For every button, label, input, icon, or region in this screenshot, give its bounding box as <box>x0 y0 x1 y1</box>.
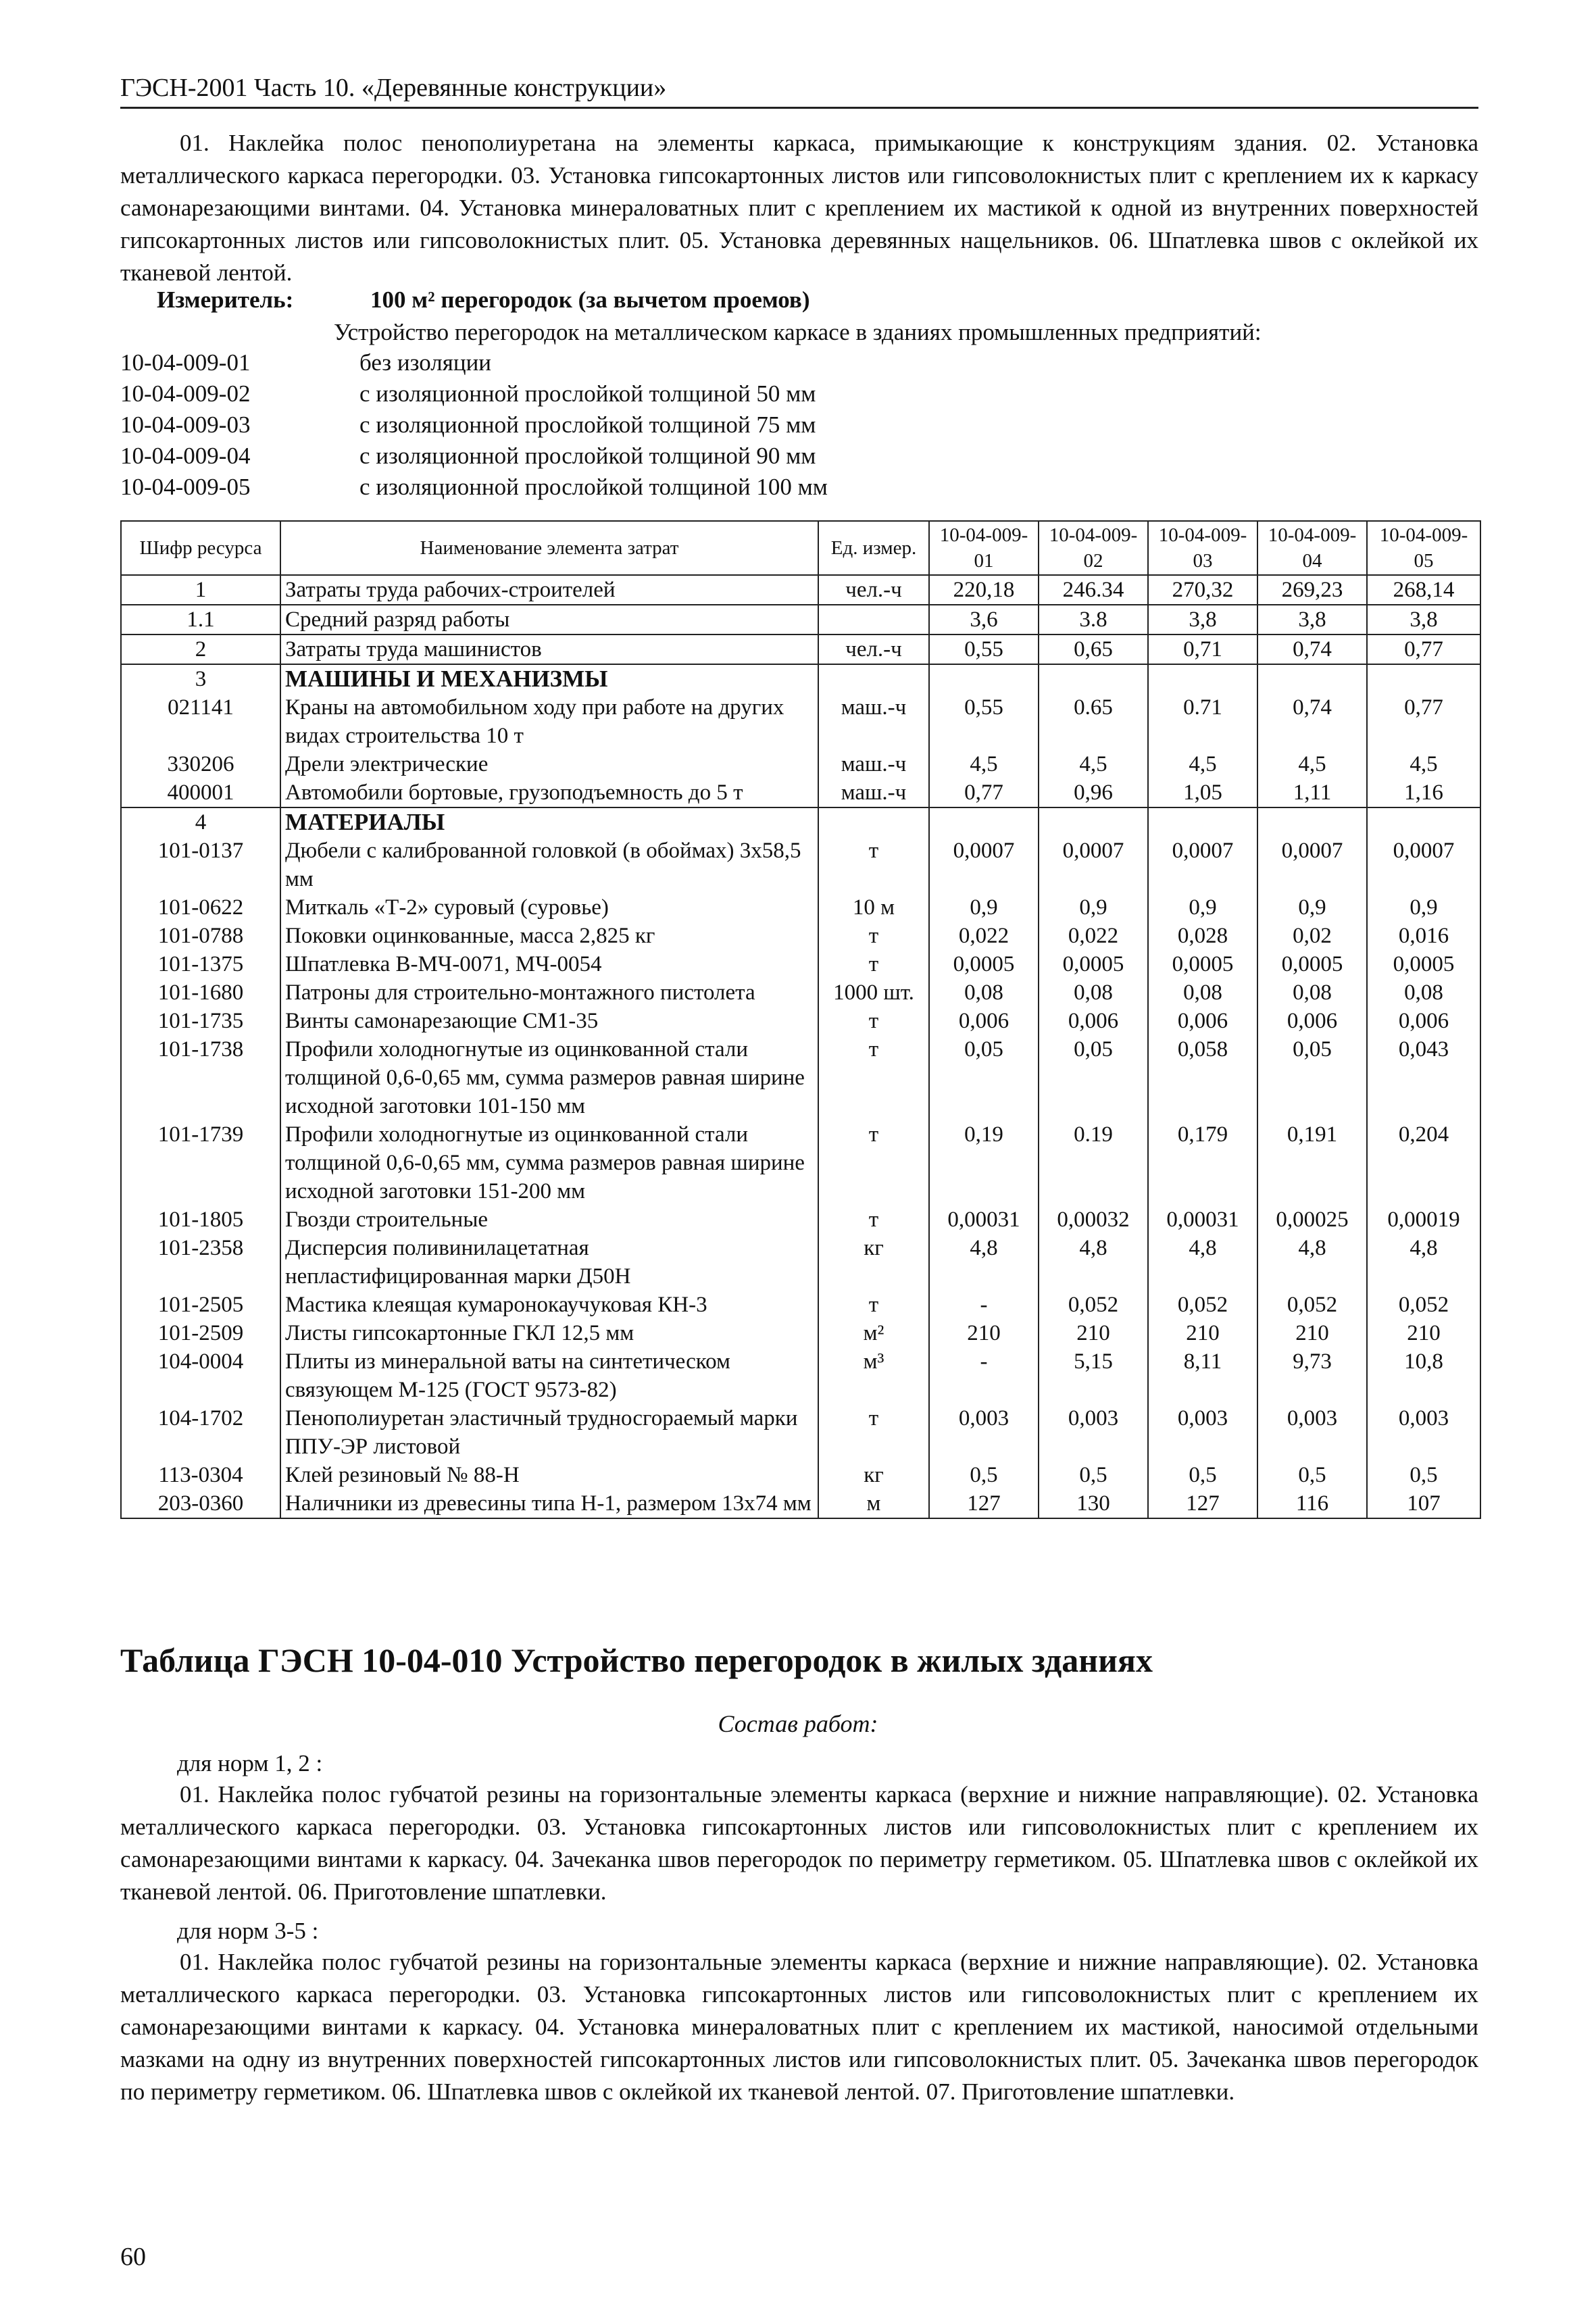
cell-norm-1: 127 <box>929 1489 1039 1518</box>
cell-norm-3: 0.71 <box>1148 693 1257 750</box>
cell-norm-5: 3,8 <box>1367 605 1480 634</box>
cell-norm-4: 0,003 <box>1257 1404 1367 1461</box>
cell-norm-4: 4,5 <box>1257 750 1367 778</box>
cell-norm-5 <box>1367 664 1480 693</box>
cell-norm-1: 0,55 <box>929 634 1039 664</box>
cell-code: 101-0622 <box>121 893 280 922</box>
cell-norm-2: 0,0005 <box>1039 950 1148 978</box>
cell-norm-1: 0,00031 <box>929 1205 1039 1234</box>
table-header-row <box>121 521 1480 575</box>
cell-norm-4: 0,0005 <box>1257 950 1367 978</box>
cell-code: 3 <box>121 664 280 693</box>
cell-norm-2: 0.65 <box>1039 693 1148 750</box>
cell-code: 101-0788 <box>121 922 280 950</box>
cell-norm-4 <box>1257 664 1367 693</box>
cell-norm-4: 0,006 <box>1257 1007 1367 1035</box>
table-row <box>121 1007 1480 1035</box>
cell-norm-3: 0,0007 <box>1148 837 1257 893</box>
cell-norm-4: 1,11 <box>1257 778 1367 807</box>
cell-norm-4: 0,9 <box>1257 893 1367 922</box>
cell-norm-4: 0,00025 <box>1257 1205 1367 1234</box>
table-row <box>121 1205 1480 1234</box>
cell-unit: м² <box>818 1319 929 1347</box>
cell-norm-4: 0,5 <box>1257 1461 1367 1489</box>
table-row <box>121 807 1480 837</box>
cell-code: 101-2358 <box>121 1234 280 1291</box>
cell-norm-1: 0,08 <box>929 978 1039 1007</box>
cell-norm-4 <box>1257 807 1367 837</box>
header-norm-2: 10-04-009-02 <box>1039 521 1148 575</box>
cell-norm-2: 130 <box>1039 1489 1148 1518</box>
norm-description: с изоляционной прослойкой толщиной 50 мм <box>359 380 816 407</box>
table-row <box>121 605 1480 634</box>
norm-code: 10-04-009-02 <box>120 380 251 407</box>
cell-norm-3: 0,058 <box>1148 1035 1257 1120</box>
cell-name: МАТЕРИАЛЫ <box>280 807 818 837</box>
table-row <box>121 978 1480 1007</box>
cell-unit: чел.-ч <box>818 634 929 664</box>
table-row <box>121 750 1480 778</box>
cell-norm-5: 0,08 <box>1367 978 1480 1007</box>
table-row <box>121 1489 1480 1518</box>
cell-norm-2: 4,5 <box>1039 750 1148 778</box>
cell-code: 203-0360 <box>121 1489 280 1518</box>
header-unit: Ед. измер. <box>818 521 929 575</box>
cell-norm-5: 0,5 <box>1367 1461 1480 1489</box>
cell-name: Краны на автомобильном ходу при работе на других видах строительства 10 т <box>280 693 818 750</box>
cell-norm-3: 8,11 <box>1148 1347 1257 1404</box>
cell-norm-2: 210 <box>1039 1319 1148 1347</box>
cell-norm-2: 0,003 <box>1039 1404 1148 1461</box>
cell-unit: т <box>818 1120 929 1205</box>
cell-norm-4: 116 <box>1257 1489 1367 1518</box>
norms-3-5-label: для норм 3-5 : <box>177 1918 319 1944</box>
norms-1-2-label: для норм 1, 2 : <box>177 1750 323 1776</box>
cell-name: Дюбели с калиброванной головкой (в обоймах) 3x58,5 мм <box>280 837 818 893</box>
cell-norm-3: 4,5 <box>1148 750 1257 778</box>
cell-unit: маш.-ч <box>818 778 929 807</box>
cell-code: 113-0304 <box>121 1461 280 1489</box>
table-row <box>121 1319 1480 1347</box>
cell-norm-1: 210 <box>929 1319 1039 1347</box>
cell-norm-5: 0,003 <box>1367 1404 1480 1461</box>
cell-norm-5 <box>1367 807 1480 837</box>
cell-name: МАШИНЫ И МЕХАНИЗМЫ <box>280 664 818 693</box>
cell-norm-3: 0,5 <box>1148 1461 1257 1489</box>
cell-name: Патроны для строительно-монтажного пистолета <box>280 978 818 1007</box>
cell-unit: т <box>818 950 929 978</box>
table-caption: Устройство перегородок на металлическом каркасе в зданиях промышленных предприятий: <box>334 319 1262 345</box>
cell-norm-1: 4,5 <box>929 750 1039 778</box>
norms-1-2-text: 01. Наклейка полос губчатой резины на горизонтальные элементы каркаса (верхние и нижние направляющие). 02. Установка металлического каркаса перегородки. 03. Установка гипсокартонных листов или гипсоволокнистых плит с креплением их самонарезающими винтами к каркасу. 04. Зачеканка швов перегородок по периметру герметиком. 05. Шпатлевка швов с оклейкой их тканевой лентой. 06. Приготовление шпатлевки. <box>120 1781 1478 1905</box>
cell-norm-3: 0,003 <box>1148 1404 1257 1461</box>
cell-norm-2: 0.19 <box>1039 1120 1148 1205</box>
cell-norm-5: 0,052 <box>1367 1291 1480 1319</box>
cell-norm-2 <box>1039 664 1148 693</box>
cell-norm-3: 0,028 <box>1148 922 1257 950</box>
cell-code: 101-1738 <box>121 1035 280 1120</box>
cell-norm-1: 0,5 <box>929 1461 1039 1489</box>
cell-norm-3: 0,9 <box>1148 893 1257 922</box>
cell-norm-2: 5,15 <box>1039 1347 1148 1404</box>
cell-code: 104-1702 <box>121 1404 280 1461</box>
cell-name: Миткаль «Т-2» суровый (суровье) <box>280 893 818 922</box>
cell-norm-3: 0,006 <box>1148 1007 1257 1035</box>
cell-norm-2: 246.34 <box>1039 575 1148 605</box>
cell-norm-4: 0,74 <box>1257 693 1367 750</box>
cell-norm-5: 0,006 <box>1367 1007 1480 1035</box>
cell-unit: м³ <box>818 1347 929 1404</box>
cell-norm-2: 0,022 <box>1039 922 1148 950</box>
cell-code: 021141 <box>121 693 280 750</box>
cell-code: 330206 <box>121 750 280 778</box>
cell-norm-5: 0,77 <box>1367 634 1480 664</box>
header-code: Шифр ресурса <box>121 521 280 575</box>
table-row <box>121 1035 1480 1120</box>
cell-name: Винты самонарезающие СМ1-35 <box>280 1007 818 1035</box>
table-row <box>121 575 1480 605</box>
table-010-title: Таблица ГЭСН 10-04-010 Устройство перегородок в жилых зданиях <box>120 1641 1153 1679</box>
cell-norm-1: 0,006 <box>929 1007 1039 1035</box>
cell-norm-2: 0,5 <box>1039 1461 1148 1489</box>
cell-norm-2: 0,0007 <box>1039 837 1148 893</box>
cell-norm-1: 0,0007 <box>929 837 1039 893</box>
cell-norm-5: 0,0005 <box>1367 950 1480 978</box>
cell-norm-4: 0,02 <box>1257 922 1367 950</box>
cell-name: Клей резиновый № 88-Н <box>280 1461 818 1489</box>
cell-norm-3: 1,05 <box>1148 778 1257 807</box>
cell-name: Дисперсия поливинилацетатная непластифицированная марки Д50Н <box>280 1234 818 1291</box>
header-rule <box>120 107 1478 109</box>
cell-code: 104-0004 <box>121 1347 280 1404</box>
cell-unit: маш.-ч <box>818 693 929 750</box>
cell-unit: маш.-ч <box>818 750 929 778</box>
cell-unit <box>818 807 929 837</box>
cell-norm-1: 3,6 <box>929 605 1039 634</box>
header-norm-5: 10-04-009-05 <box>1367 521 1480 575</box>
table-row <box>121 778 1480 807</box>
cell-norm-4: 0,05 <box>1257 1035 1367 1120</box>
cell-norm-2: 0,96 <box>1039 778 1148 807</box>
cell-code: 1 <box>121 575 280 605</box>
cell-norm-5: 0,9 <box>1367 893 1480 922</box>
cell-unit: т <box>818 1291 929 1319</box>
cell-code: 2 <box>121 634 280 664</box>
cell-norm-1: 0,003 <box>929 1404 1039 1461</box>
norm-code: 10-04-009-05 <box>120 474 251 500</box>
cell-name: Шпатлевка В-МЧ-0071, МЧ-0054 <box>280 950 818 978</box>
table-row <box>121 1120 1480 1205</box>
norm-description: с изоляционной прослойкой толщиной 90 мм <box>359 443 816 469</box>
cell-code: 4 <box>121 807 280 837</box>
work-composition-heading: Состав работ: <box>718 1710 878 1737</box>
cell-name: Плиты из минеральной ваты на синтетическом связующем М-125 (ГОСТ 9573-82) <box>280 1347 818 1404</box>
cell-name: Пенополиуретан эластичный трудносгораемый марки ППУ-ЭР листовой <box>280 1404 818 1461</box>
table-row <box>121 950 1480 978</box>
cell-norm-1: - <box>929 1347 1039 1404</box>
cell-name: Мастика клеящая кумаронокаучуковая КН-3 <box>280 1291 818 1319</box>
table-row <box>121 693 1480 750</box>
cell-norm-4: 3,8 <box>1257 605 1367 634</box>
table-row <box>121 893 1480 922</box>
table-row <box>121 1347 1480 1404</box>
cell-norm-5: 0,00019 <box>1367 1205 1480 1234</box>
cell-norm-1: 220,18 <box>929 575 1039 605</box>
cell-norm-1: 0,19 <box>929 1120 1039 1205</box>
running-header: ГЭСН-2001 Часть 10. «Деревянные конструкции» <box>120 74 667 102</box>
cell-norm-4: 9,73 <box>1257 1347 1367 1404</box>
cell-name: Профили холодногнутые из оцинкованной стали толщиной 0,6-0,65 мм, сумма размеров равная ширине исходной заготовки 151-200 мм <box>280 1120 818 1205</box>
cell-code: 101-1805 <box>121 1205 280 1234</box>
cell-norm-2: 0,65 <box>1039 634 1148 664</box>
resource-table <box>120 520 1481 1519</box>
norm-code: 10-04-009-04 <box>120 443 251 469</box>
cell-norm-3: 0,0005 <box>1148 950 1257 978</box>
cell-norm-4: 210 <box>1257 1319 1367 1347</box>
cell-norm-1: 0,0005 <box>929 950 1039 978</box>
cell-name: Наличники из древесины типа Н-1, размером 13x74 мм <box>280 1489 818 1518</box>
cell-norm-5: 0,043 <box>1367 1035 1480 1120</box>
cell-norm-3: 210 <box>1148 1319 1257 1347</box>
table-row <box>121 1234 1480 1291</box>
cell-norm-1 <box>929 807 1039 837</box>
cell-norm-1: 0,55 <box>929 693 1039 750</box>
cell-norm-2: 0,08 <box>1039 978 1148 1007</box>
cell-unit <box>818 605 929 634</box>
cell-unit: м <box>818 1489 929 1518</box>
cell-norm-4: 269,23 <box>1257 575 1367 605</box>
cell-norm-3: 270,32 <box>1148 575 1257 605</box>
cell-norm-5: 210 <box>1367 1319 1480 1347</box>
cell-norm-1: 0,022 <box>929 922 1039 950</box>
cell-norm-3: 0,052 <box>1148 1291 1257 1319</box>
cell-norm-3 <box>1148 807 1257 837</box>
cell-unit: т <box>818 1205 929 1234</box>
cell-norm-3: 4,8 <box>1148 1234 1257 1291</box>
cell-unit: 10 м <box>818 893 929 922</box>
cell-unit: 1000 шт. <box>818 978 929 1007</box>
cell-norm-3: 0,179 <box>1148 1120 1257 1205</box>
cell-unit: чел.-ч <box>818 575 929 605</box>
table-row <box>121 922 1480 950</box>
cell-unit: т <box>818 922 929 950</box>
cell-norm-2: 4,8 <box>1039 1234 1148 1291</box>
cell-unit: т <box>818 1404 929 1461</box>
cell-norm-5: 4,8 <box>1367 1234 1480 1291</box>
header-name: Наименование элемента затрат <box>280 521 818 575</box>
table-row <box>121 1461 1480 1489</box>
cell-norm-5: 10,8 <box>1367 1347 1480 1404</box>
norm-description: с изоляционной прослойкой толщиной 100 мм <box>359 474 828 500</box>
cell-norm-4: 0,052 <box>1257 1291 1367 1319</box>
cell-name: Затраты труда рабочих-строителей <box>280 575 818 605</box>
cell-norm-4: 4,8 <box>1257 1234 1367 1291</box>
cell-norm-5: 107 <box>1367 1489 1480 1518</box>
page-number: 60 <box>120 2243 146 2271</box>
cell-norm-5: 268,14 <box>1367 575 1480 605</box>
cell-norm-1 <box>929 664 1039 693</box>
cell-norm-4: 0,08 <box>1257 978 1367 1007</box>
cell-code: 1.1 <box>121 605 280 634</box>
cell-norm-3: 3,8 <box>1148 605 1257 634</box>
cell-name: Поковки оцинкованные, масса 2,825 кг <box>280 922 818 950</box>
cell-name: Листы гипсокартонные ГКЛ 12,5 мм <box>280 1319 818 1347</box>
cell-name: Средний разряд работы <box>280 605 818 634</box>
cell-code: 101-1680 <box>121 978 280 1007</box>
header-norm-3: 10-04-009-03 <box>1148 521 1257 575</box>
cell-name: Автомобили бортовые, грузоподъемность до 5 т <box>280 778 818 807</box>
cell-norm-4: 0,191 <box>1257 1120 1367 1205</box>
cell-norm-4: 0,0007 <box>1257 837 1367 893</box>
cell-norm-1: 0,77 <box>929 778 1039 807</box>
table-body <box>121 575 1480 1518</box>
norm-code: 10-04-009-03 <box>120 412 251 438</box>
cell-unit: кг <box>818 1461 929 1489</box>
cell-norm-1: - <box>929 1291 1039 1319</box>
cell-name: Дрели электрические <box>280 750 818 778</box>
cell-norm-2: 0,052 <box>1039 1291 1148 1319</box>
cell-norm-3: 0,71 <box>1148 634 1257 664</box>
header-norm-4: 10-04-009-04 <box>1257 521 1367 575</box>
norm-description: без изоляции <box>359 349 492 376</box>
table-row <box>121 664 1480 693</box>
cell-norm-2: 0,00032 <box>1039 1205 1148 1234</box>
cell-norm-4: 0,74 <box>1257 634 1367 664</box>
table-row <box>121 837 1480 893</box>
cell-norm-2: 0,9 <box>1039 893 1148 922</box>
measure-value: 100 м² перегородок (за вычетом проемов) <box>370 287 810 313</box>
cell-norm-2: 3.8 <box>1039 605 1148 634</box>
cell-norm-5: 0,77 <box>1367 693 1480 750</box>
cell-name: Гвозди строительные <box>280 1205 818 1234</box>
cell-code: 101-2509 <box>121 1319 280 1347</box>
work-composition-text: 01. Наклейка полос пенополиуретана на элементы каркаса, примыкающие к конструкциям здания. 02. Установка металлического каркаса перегородки. 03. Установка гипсокартонных листов или гипсоволокнистых плит с креплением их к каркасу самонарезающими винтами. 04. Установка минераловатных плит с креплением их мастикой к одной из внутренних поверхностей гипсокартонных листов или гипсоволокнистых плит. 05. Установка деревянных нащельников. 06. Шпатлевка швов с оклейкой их тканевой лентой. <box>120 130 1478 286</box>
cell-norm-1: 4,8 <box>929 1234 1039 1291</box>
cell-norm-3: 0,00031 <box>1148 1205 1257 1234</box>
cell-norm-5: 1,16 <box>1367 778 1480 807</box>
cell-code: 101-1739 <box>121 1120 280 1205</box>
cell-norm-2: 0,006 <box>1039 1007 1148 1035</box>
cell-norm-5: 4,5 <box>1367 750 1480 778</box>
cell-norm-1: 0,9 <box>929 893 1039 922</box>
cell-norm-2: 0,05 <box>1039 1035 1148 1120</box>
cell-code: 101-1375 <box>121 950 280 978</box>
cell-norm-3: 127 <box>1148 1489 1257 1518</box>
cell-unit: т <box>818 837 929 893</box>
cell-unit: кг <box>818 1234 929 1291</box>
norms-3-5-text: 01. Наклейка полос губчатой резины на горизонтальные элементы каркаса (верхние и нижние направляющие). 02. Установка металлического каркаса перегородки. 03. Установка гипсокартонных листов или гипсоволокнистых плит с креплением их самонарезающими винтами к каркасу. 04. Установка минераловатных плит с креплением их мастикой, наносимой отдельными мазками на одну из внутренних поверхностей гипсокартонных листов или гипсоволокнистых плит. 05. Зачеканка швов перегородок по периметру герметиком. 06. Шпатлевка швов с оклейкой их тканевой лентой. 07. Приготовление шпатлевки. <box>120 1949 1478 2105</box>
cell-code: 400001 <box>121 778 280 807</box>
table-row <box>121 1404 1480 1461</box>
norm-description: с изоляционной прослойкой толщиной 75 мм <box>359 412 816 438</box>
cell-unit: т <box>818 1007 929 1035</box>
cell-norm-3: 0,08 <box>1148 978 1257 1007</box>
table-row <box>121 634 1480 664</box>
cell-unit <box>818 664 929 693</box>
cell-norm-3 <box>1148 664 1257 693</box>
measure-label: Измеритель: <box>157 287 294 313</box>
cell-name: Затраты труда машинистов <box>280 634 818 664</box>
cell-norm-5: 0,0007 <box>1367 837 1480 893</box>
cell-norm-5: 0,016 <box>1367 922 1480 950</box>
cell-name: Профили холодногнутые из оцинкованной стали толщиной 0,6-0,65 мм, сумма размеров равная ширине исходной заготовки 101-150 мм <box>280 1035 818 1120</box>
cell-unit: т <box>818 1035 929 1120</box>
norm-code: 10-04-009-01 <box>120 349 251 376</box>
cell-code: 101-2505 <box>121 1291 280 1319</box>
table-row <box>121 1291 1480 1319</box>
cell-code: 101-1735 <box>121 1007 280 1035</box>
cell-code: 101-0137 <box>121 837 280 893</box>
header-norm-1: 10-04-009-01 <box>929 521 1039 575</box>
cell-norm-2 <box>1039 807 1148 837</box>
cell-norm-1: 0,05 <box>929 1035 1039 1120</box>
cell-norm-5: 0,204 <box>1367 1120 1480 1205</box>
